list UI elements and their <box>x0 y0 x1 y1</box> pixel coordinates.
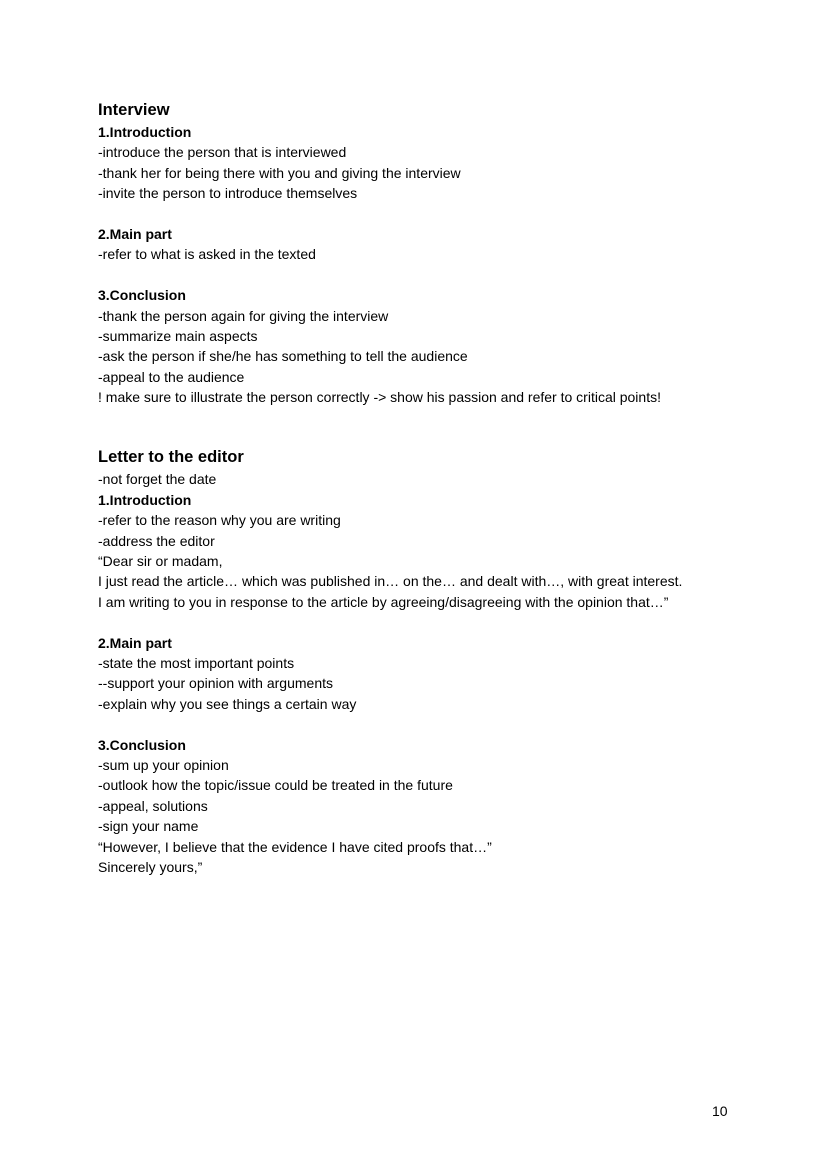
letter-title: Letter to the editor <box>98 448 244 467</box>
quote-line: Sincerely yours,” <box>98 858 203 875</box>
list-item: -sign your name <box>98 818 199 835</box>
quote-line: “However, I believe that the evidence I have cited proofs that…” <box>98 838 492 855</box>
interview-title: Interview <box>98 101 170 119</box>
list-item: -not forget the date <box>98 471 217 488</box>
page-number: 10 <box>712 1103 728 1119</box>
list-item: -sum up your opinion <box>98 756 229 773</box>
letter-conclusion-heading: 3.Conclusion <box>98 736 186 753</box>
interview-intro-heading: 1.Introduction <box>98 124 192 140</box>
note-line: ! make sure to illustrate the person correctly -> show his passion and refer to critical points! <box>98 389 661 406</box>
list-item: -refer to the reason why you are writing <box>98 512 341 529</box>
interview-section <box>98 100 788 407</box>
list-item: -refer to what is asked in the texted <box>98 246 316 263</box>
list-item: -outlook how the topic/issue could be treated in the future <box>98 777 453 794</box>
interview-main-heading: 2.Main part <box>98 225 172 242</box>
list-item: -ask the person if she/he has something to tell the audience <box>98 348 468 365</box>
list-item: -address the editor <box>98 532 215 549</box>
quote-line: I am writing to you in response to the article by agreeing/disagreeing with the opinion that…” <box>98 593 669 610</box>
interview-conclusion-heading: 3.Conclusion <box>98 287 186 304</box>
letter-section <box>98 447 788 877</box>
letter-main-heading: 2.Main part <box>98 634 172 651</box>
list-item: -introduce the person that is interviewed <box>98 144 347 161</box>
list-item: -thank the person again for giving the interview <box>98 307 389 324</box>
list-item: --support your opinion with arguments <box>98 675 334 692</box>
list-item: -summarize main aspects <box>98 327 258 344</box>
letter-intro-heading: 1.Introduction <box>98 491 192 508</box>
list-item: -appeal to the audience <box>98 368 245 385</box>
quote-line: “Dear sir or madam, <box>98 553 223 570</box>
list-item: -state the most important points <box>98 654 295 671</box>
page-content <box>98 100 788 877</box>
quote-line: I just read the article… which was published in… on the… and dealt with…, with great interest. <box>98 573 683 590</box>
list-item: -invite the person to introduce themselves <box>98 185 358 202</box>
list-item: -appeal, solutions <box>98 797 208 814</box>
list-item: -explain why you see things a certain way <box>98 695 357 712</box>
list-item: -thank her for being there with you and giving the interview <box>98 164 461 181</box>
